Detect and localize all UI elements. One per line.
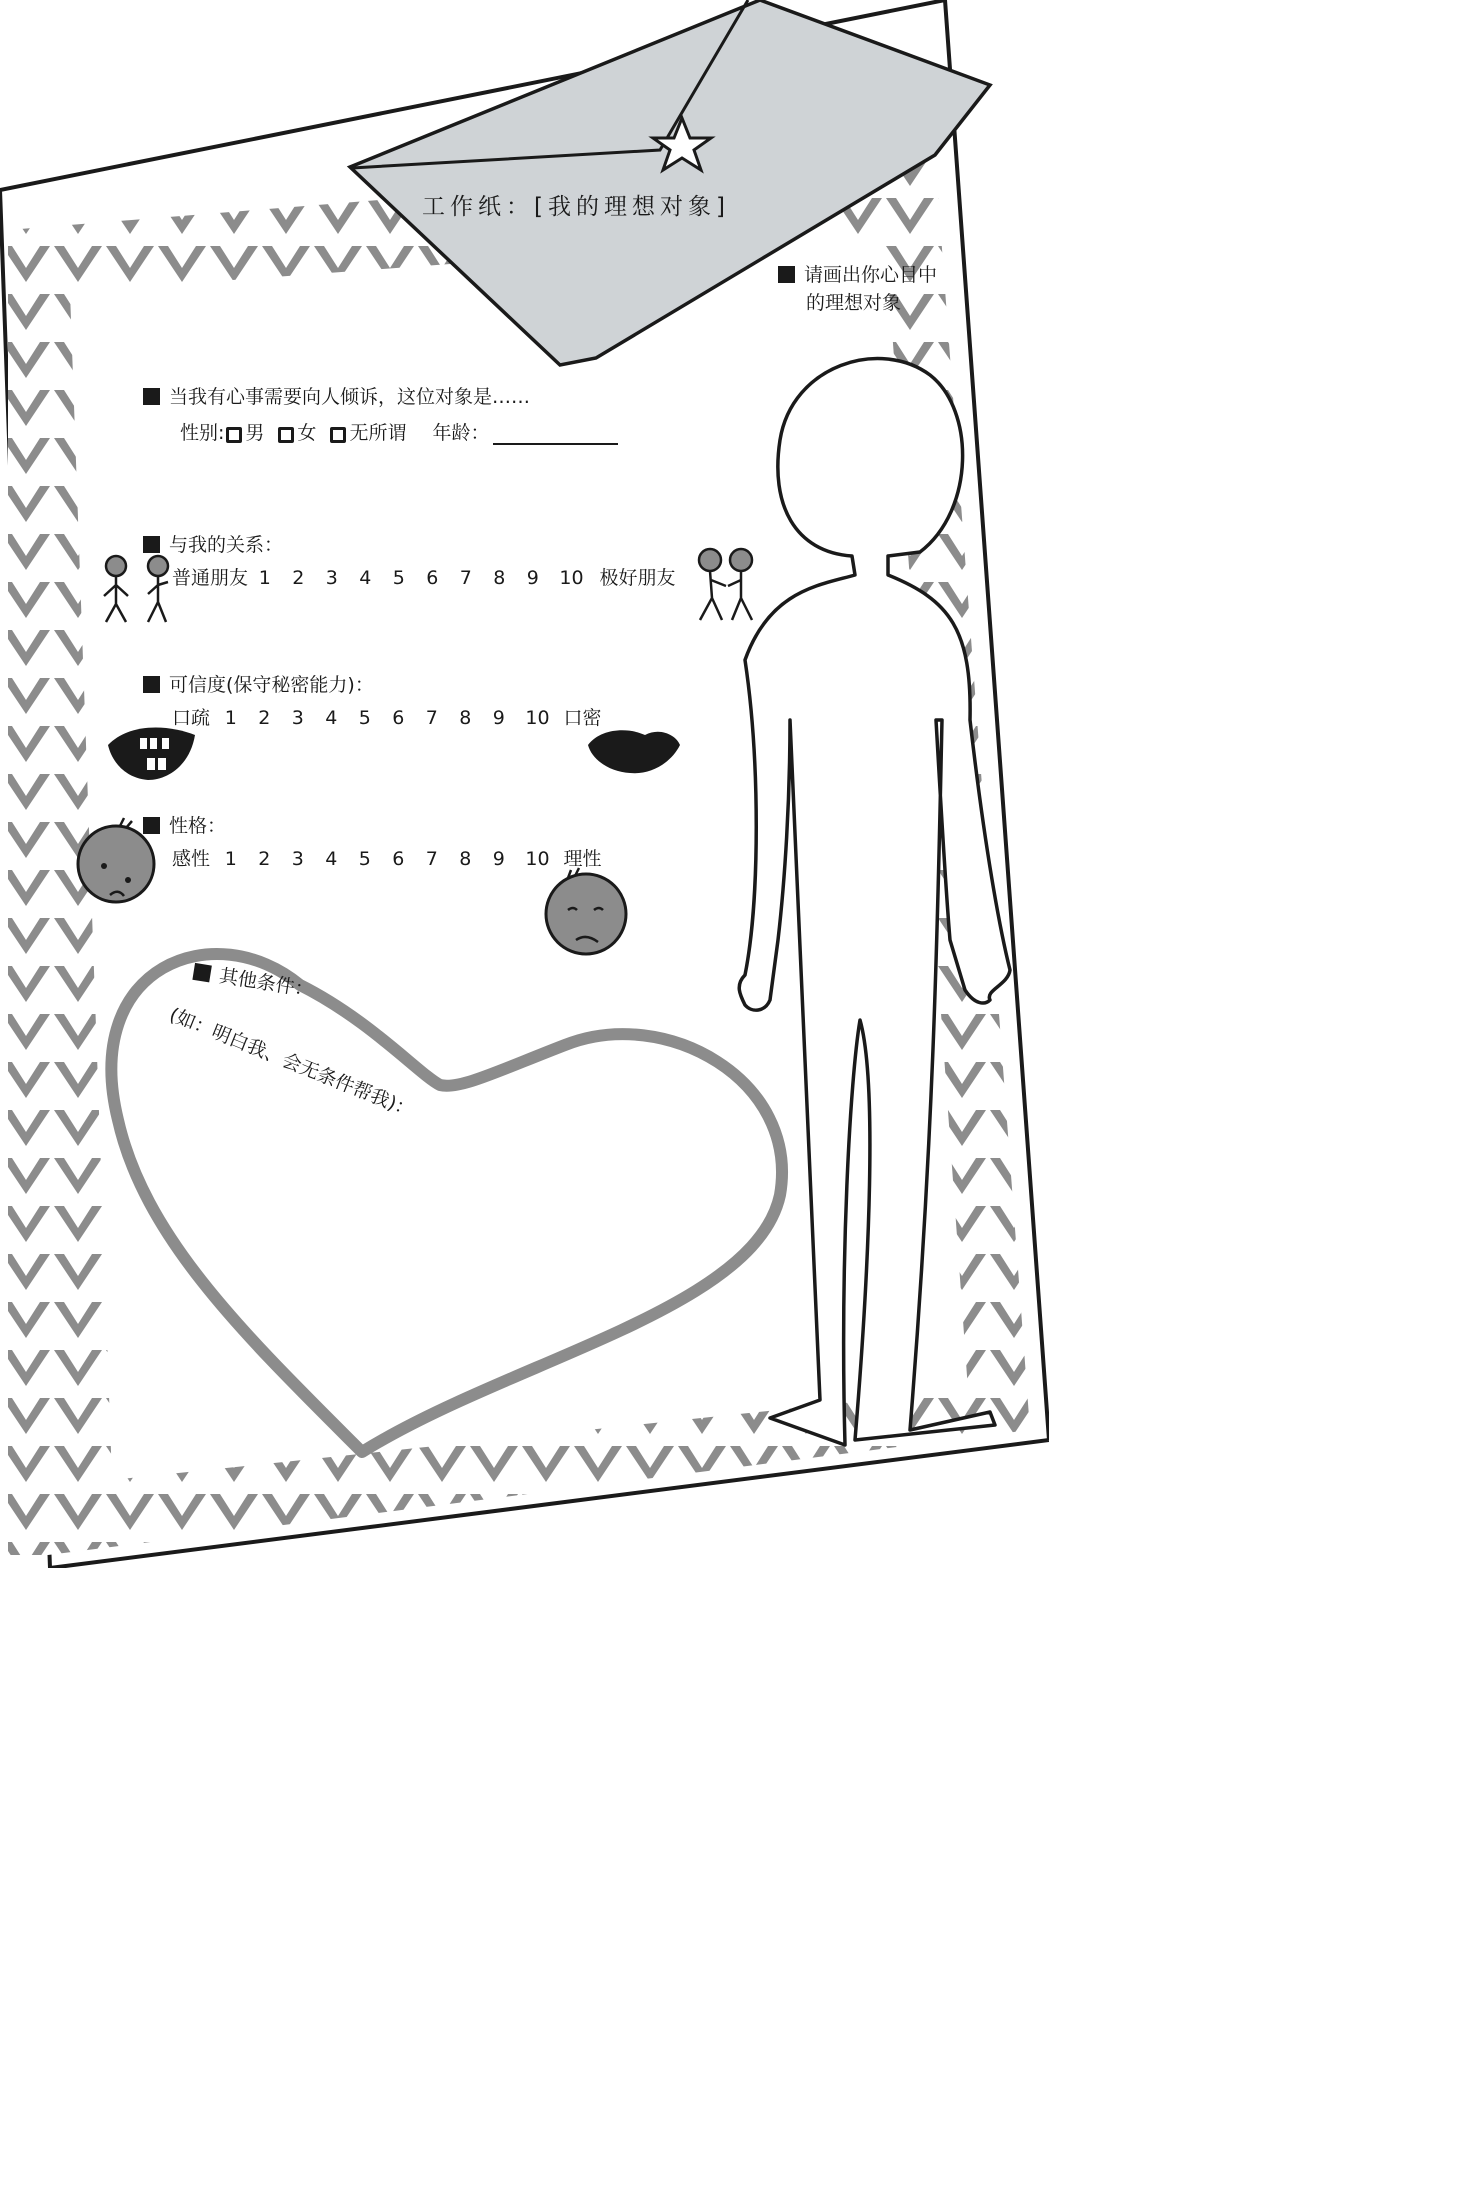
trust-scale-10[interactable]: 10 — [525, 707, 550, 729]
gender-option-female: 女 — [297, 422, 317, 444]
trust-scale-6[interactable]: 6 — [392, 707, 405, 729]
trust-high-label: 口密 — [563, 707, 602, 729]
personality-scale-5[interactable]: 5 — [358, 848, 371, 870]
personality-scale-4[interactable]: 4 — [325, 848, 338, 870]
bullet-square-icon — [143, 536, 160, 553]
personality-scale-9[interactable]: 9 — [492, 848, 505, 870]
relationship-scale-8[interactable]: 8 — [493, 567, 506, 589]
trust-scale-9[interactable]: 9 — [492, 707, 505, 729]
question-confidant-label: 当我有心事需要向人倾诉，这位对象是…… — [169, 386, 531, 408]
gender-label: 性别: — [180, 422, 225, 444]
personality-low-label: 感性 — [172, 848, 211, 870]
bullet-square-icon — [143, 817, 160, 834]
other-label: 其他条件： — [217, 965, 315, 1002]
draw-prompt-line1: 请画出你心目中 — [804, 264, 938, 286]
trust-scale-1[interactable]: 1 — [224, 707, 237, 729]
gender-option-male: 男 — [245, 422, 265, 444]
relationship-scale — [172, 563, 676, 590]
relationship-scale-6[interactable]: 6 — [426, 567, 439, 589]
relationship-scale-2[interactable]: 2 — [292, 567, 305, 589]
relationship-low-label: 普通朋友 — [172, 567, 249, 589]
gender-male-checkbox[interactable] — [226, 427, 242, 443]
relationship-scale-9[interactable]: 9 — [526, 567, 539, 589]
bullet-square-icon — [192, 963, 211, 982]
drawing-area[interactable] — [760, 340, 1000, 1430]
draw-prompt — [778, 260, 937, 287]
question-trust — [143, 670, 374, 697]
bullet-square-icon — [143, 388, 160, 405]
relationship-scale-3[interactable]: 3 — [325, 567, 338, 589]
personality-label: 性格： — [169, 815, 227, 837]
gender-option-any: 无所谓 — [349, 422, 407, 444]
relationship-high-label: 极好朋友 — [599, 567, 676, 589]
other-conditions-area[interactable] — [180, 1090, 700, 1320]
relationship-scale-4[interactable]: 4 — [359, 567, 372, 589]
trust-label: 可信度(保守秘密能力)： — [169, 674, 374, 696]
personality-scale-6[interactable]: 6 — [392, 848, 405, 870]
age-input[interactable] — [493, 424, 618, 445]
relationship-label: 与我的关系： — [169, 534, 284, 556]
question-relationship — [143, 530, 283, 557]
relationship-scale-5[interactable]: 5 — [392, 567, 405, 589]
gender-age-row — [180, 418, 618, 445]
trust-scale-5[interactable]: 5 — [358, 707, 371, 729]
trust-scale — [172, 703, 602, 730]
relationship-scale-10[interactable]: 10 — [559, 567, 584, 589]
worksheet-title: 工作纸：[我的理想对象] — [422, 194, 730, 220]
gender-any-checkbox[interactable] — [330, 427, 346, 443]
bullet-square-icon — [143, 676, 160, 693]
personality-scale-7[interactable]: 7 — [425, 848, 438, 870]
bullet-square-icon — [778, 266, 795, 283]
personality-scale — [172, 844, 602, 871]
personality-scale-10[interactable]: 10 — [525, 848, 550, 870]
relationship-scale-1[interactable]: 1 — [258, 567, 271, 589]
trust-low-label: 口疏 — [172, 707, 211, 729]
personality-high-label: 理性 — [563, 848, 602, 870]
relationship-scale-7[interactable]: 7 — [459, 567, 472, 589]
trust-scale-3[interactable]: 3 — [291, 707, 304, 729]
question-confidant — [143, 382, 530, 409]
question-personality — [143, 811, 226, 838]
draw-prompt-line2: 的理想对象 — [806, 292, 902, 314]
age-label: 年龄： — [432, 422, 490, 444]
personality-scale-2[interactable]: 2 — [258, 848, 271, 870]
personality-scale-1[interactable]: 1 — [224, 848, 237, 870]
gender-female-checkbox[interactable] — [278, 427, 294, 443]
other-hint: (如：明白我、会无条件帮我)： — [166, 1003, 418, 1123]
trust-scale-4[interactable]: 4 — [325, 707, 338, 729]
personality-scale-8[interactable]: 8 — [459, 848, 472, 870]
personality-scale-3[interactable]: 3 — [291, 848, 304, 870]
trust-scale-7[interactable]: 7 — [425, 707, 438, 729]
trust-scale-8[interactable]: 8 — [459, 707, 472, 729]
trust-scale-2[interactable]: 2 — [258, 707, 271, 729]
